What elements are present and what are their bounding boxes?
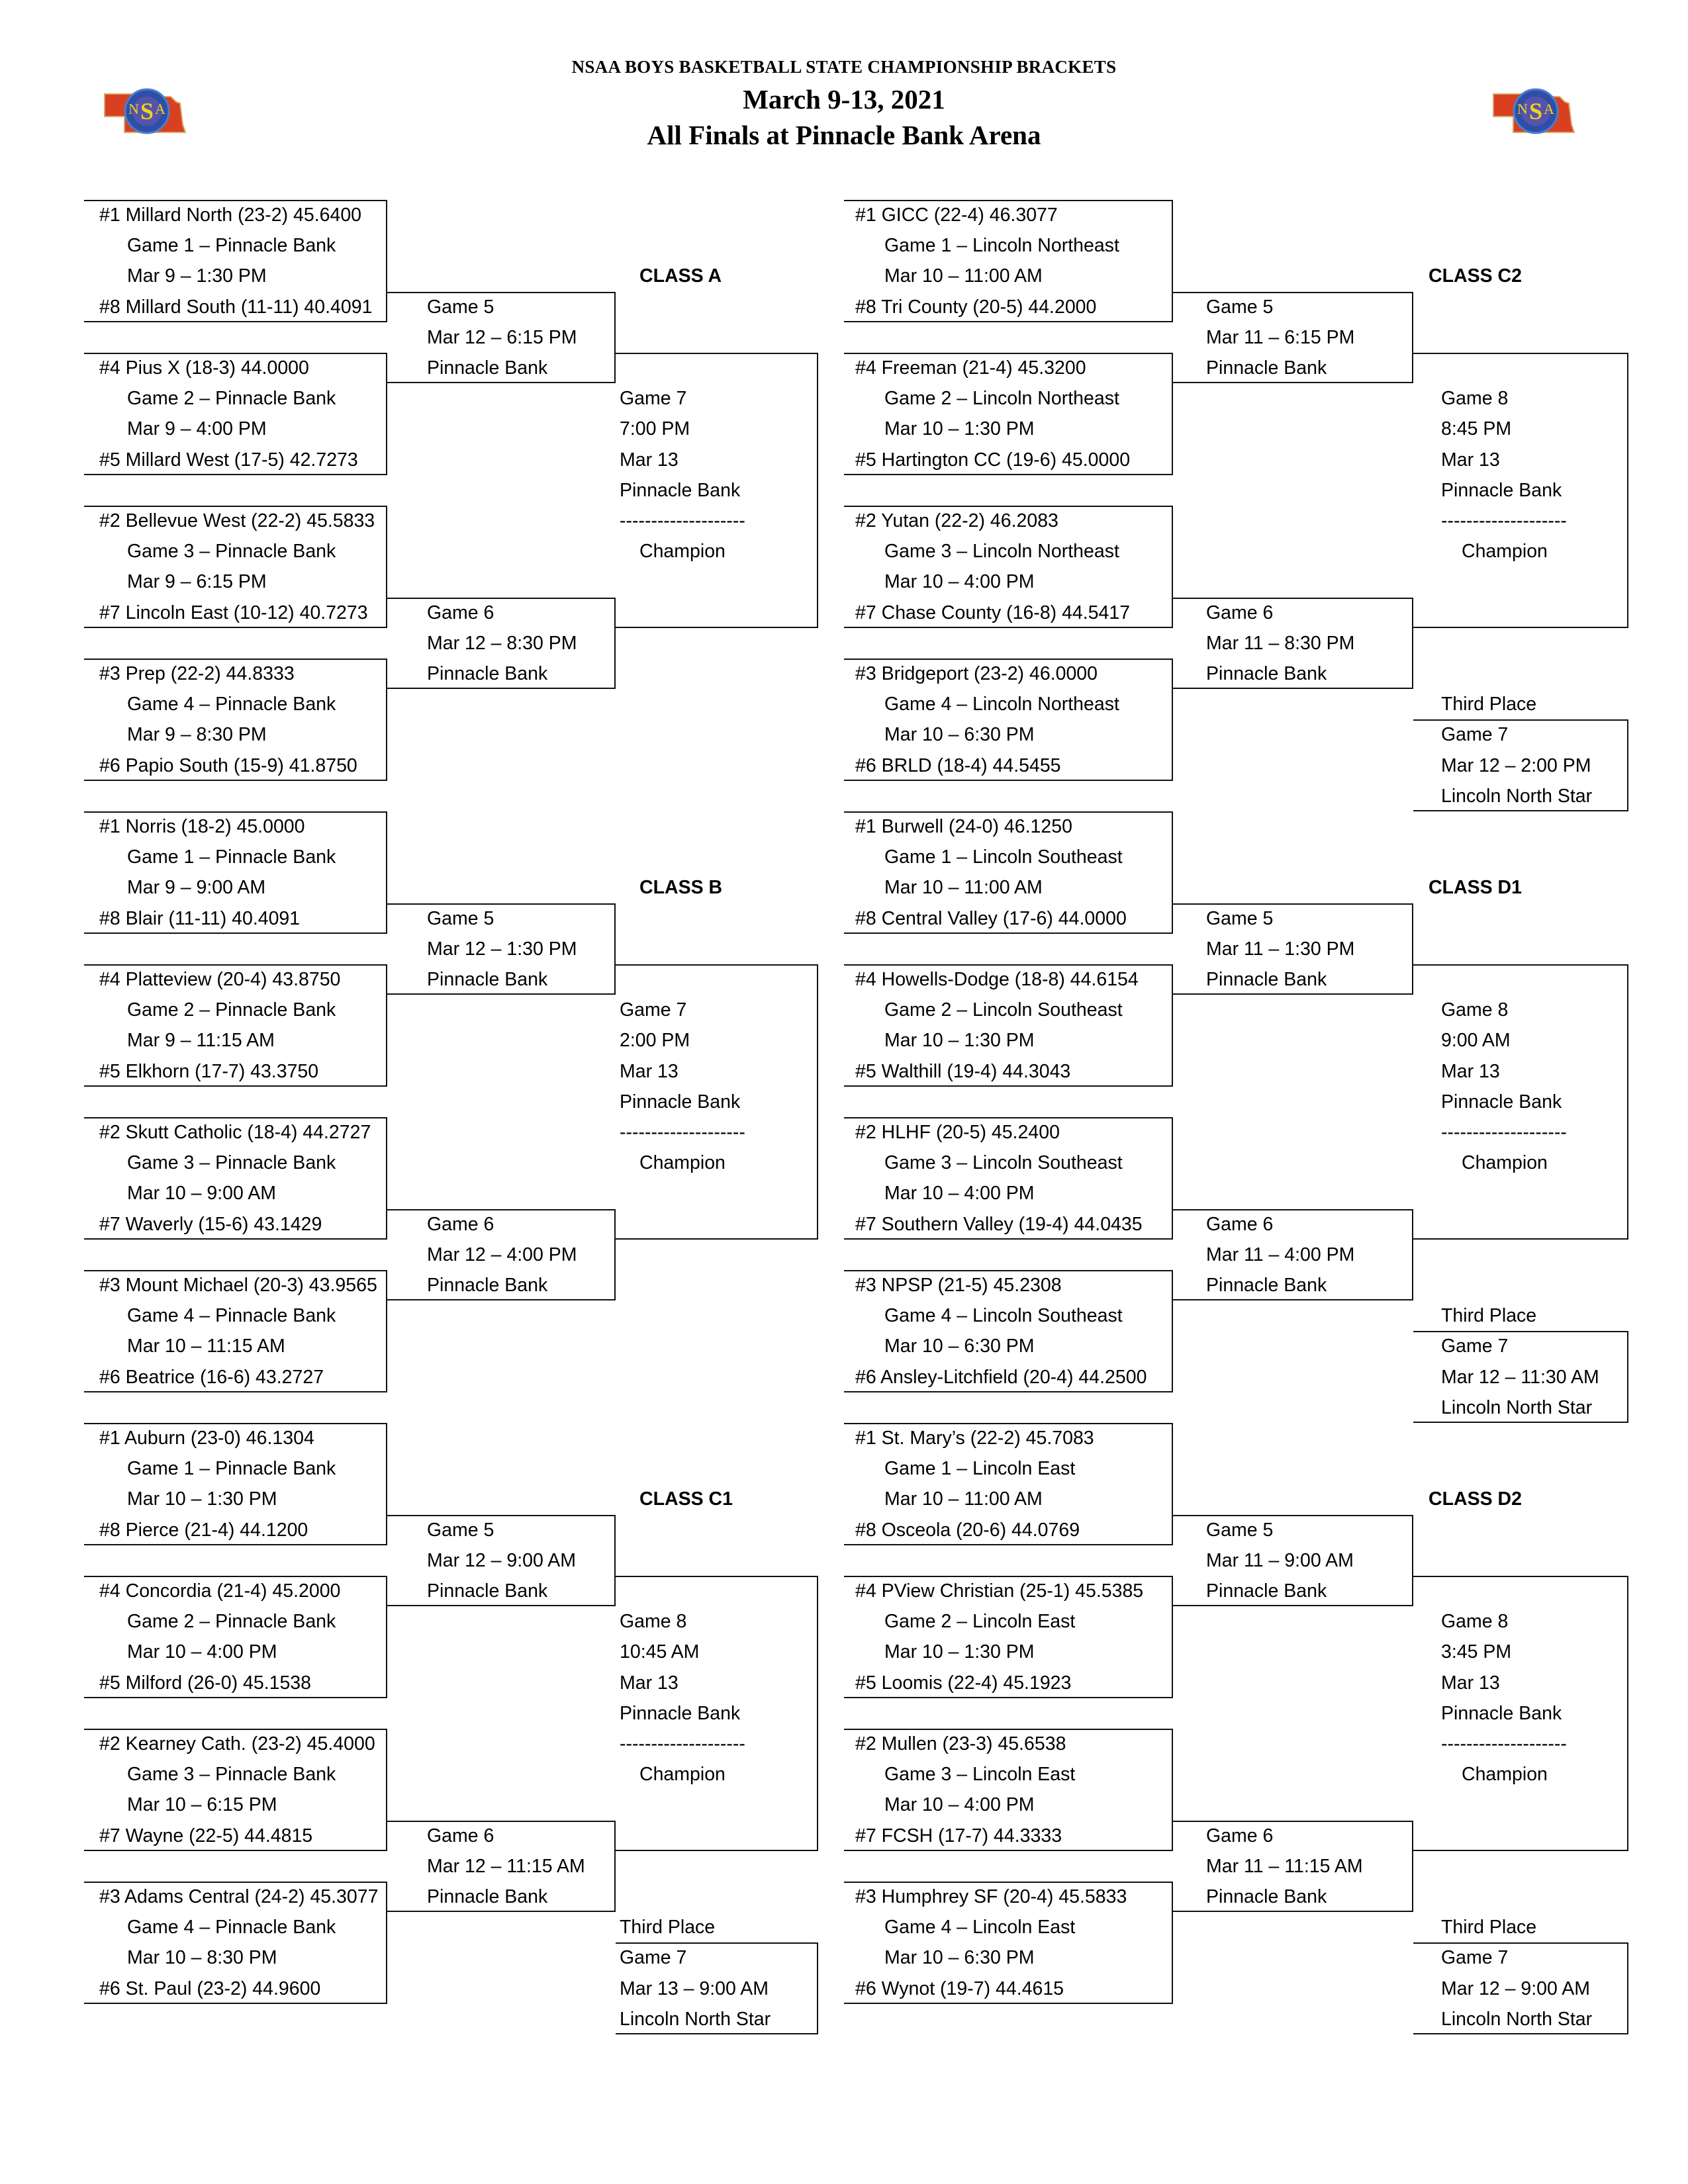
third-place-game: Game 7 (620, 1947, 687, 1969)
game-site: Game 2 – Pinnacle Bank (127, 1611, 336, 1633)
semifinal-site: Pinnacle Bank (1206, 1886, 1327, 1907)
game-site: Game 1 – Lincoln Southeast (884, 846, 1123, 868)
game-site: Game 4 – Lincoln East (884, 1917, 1076, 1938)
team-bottom: #5 Millard West (17-5) 42.7273 (99, 449, 358, 471)
semifinal-site: Pinnacle Bank (1206, 1580, 1327, 1602)
team-bottom: #8 Central Valley (17-6) 44.0000 (855, 907, 1127, 929)
team-top: #1 Millard North (23-2) 45.6400 (99, 205, 362, 226)
semifinal-time: Mar 11 – 11:15 AM (1206, 1855, 1363, 1877)
game-time: Mar 10 – 4:00 PM (884, 571, 1035, 593)
team-top: #1 Burwell (24-0) 46.1250 (855, 816, 1072, 837)
semifinal-time: Mar 12 – 11:15 AM (427, 1855, 585, 1877)
team-top: #3 NPSP (21-5) 45.2308 (855, 1275, 1062, 1296)
semifinal-site: Pinnacle Bank (1206, 357, 1327, 379)
team-bottom: #6 Ansley-Litchfield (20-4) 44.2500 (855, 1366, 1147, 1388)
game-time: Mar 10 – 8:30 PM (127, 1947, 277, 1969)
team-top: #4 Concordia (21-4) 45.2000 (99, 1580, 341, 1602)
game-site: Game 4 – Pinnacle Bank (127, 1305, 336, 1327)
team-bottom: #6 Wynot (19-7) 44.4615 (855, 1978, 1064, 1999)
game-site: Game 4 – Pinnacle Bank (127, 1917, 336, 1938)
champion-label: Champion (1462, 1152, 1548, 1174)
final-time: 9:00 AM (1441, 1030, 1511, 1052)
semifinal-site: Pinnacle Bank (427, 1886, 548, 1907)
game-site: Game 2 – Pinnacle Bank (127, 999, 336, 1021)
final-game: Game 8 (1441, 999, 1509, 1021)
semifinal-time: Mar 11 – 8:30 PM (1206, 632, 1355, 654)
semifinal-game: Game 6 (1206, 1825, 1274, 1846)
semifinal-game: Game 6 (427, 1825, 494, 1846)
team-top: #1 St. Mary’s (22-2) 45.7083 (855, 1428, 1094, 1449)
final-time: 10:45 AM (620, 1641, 700, 1663)
game-time: Mar 10 – 1:30 PM (884, 418, 1035, 440)
game-time: Mar 9 – 1:30 PM (127, 265, 267, 287)
class-label: CLASS A (639, 265, 722, 287)
game-time: Mar 9 – 6:15 PM (127, 571, 267, 593)
game-time: Mar 10 – 1:30 PM (884, 1030, 1035, 1052)
team-bottom: #8 Pierce (21-4) 44.1200 (99, 1519, 308, 1541)
nsaa-logo-icon (1491, 85, 1577, 136)
team-bottom: #5 Hartington CC (19-6) 45.0000 (855, 449, 1131, 471)
team-bottom: #5 Milford (26-0) 45.1538 (99, 1672, 312, 1694)
game-site: Game 4 – Lincoln Southeast (884, 1305, 1123, 1327)
game-time: Mar 10 – 11:15 AM (127, 1336, 285, 1357)
team-top: #3 Mount Michael (20-3) 43.9565 (99, 1275, 377, 1296)
game-site: Game 4 – Pinnacle Bank (127, 694, 336, 715)
team-bottom: #6 BRLD (18-4) 44.5455 (855, 754, 1061, 776)
team-bottom: #6 Papio South (15-9) 41.8750 (99, 754, 357, 776)
third-place-label: Third Place (620, 1917, 716, 1938)
third-place-time: Mar 13 – 9:00 AM (620, 1978, 769, 1999)
final-game: Game 8 (620, 1611, 687, 1633)
game-site: Game 2 – Lincoln East (884, 1611, 1076, 1633)
game-time: Mar 10 – 1:30 PM (127, 1488, 277, 1510)
semifinal-game: Game 5 (1206, 296, 1274, 318)
game-site: Game 1 – Pinnacle Bank (127, 235, 336, 257)
third-place-time: Mar 12 – 2:00 PM (1441, 754, 1591, 776)
third-place-game: Game 7 (1441, 1947, 1509, 1969)
semifinal-game: Game 6 (1206, 602, 1274, 623)
game-site: Game 3 – Pinnacle Bank (127, 1152, 336, 1174)
game-site: Game 3 – Lincoln Northeast (884, 541, 1119, 563)
game-site: Game 2 – Lincoln Northeast (884, 388, 1119, 410)
game-site: Game 1 – Lincoln Northeast (884, 235, 1119, 257)
final-site: Pinnacle Bank (620, 479, 741, 501)
final-site: Pinnacle Bank (620, 1091, 741, 1113)
semifinal-game: Game 5 (1206, 907, 1274, 929)
semifinal-time: Mar 12 – 9:00 AM (427, 1549, 576, 1571)
semifinal-time: Mar 11 – 1:30 PM (1206, 938, 1355, 960)
third-place-game: Game 7 (1441, 1336, 1509, 1357)
team-top: #4 Freeman (21-4) 45.3200 (855, 357, 1086, 379)
champion-label: Champion (639, 1152, 726, 1174)
game-site: Game 4 – Lincoln Northeast (884, 694, 1119, 715)
game-site: Game 2 – Lincoln Southeast (884, 999, 1123, 1021)
team-bottom: #7 Waverly (15-6) 43.1429 (99, 1213, 322, 1235)
header-dates: March 9-13, 2021 (743, 84, 945, 114)
game-time: Mar 9 – 11:15 AM (127, 1030, 275, 1052)
team-bottom: #6 St. Paul (23-2) 44.9600 (99, 1978, 321, 1999)
final-site: Pinnacle Bank (620, 1702, 741, 1724)
class-label: CLASS D2 (1429, 1488, 1522, 1510)
semifinal-time: Mar 11 – 9:00 AM (1206, 1549, 1354, 1571)
final-time: 8:45 PM (1441, 418, 1512, 440)
game-time: Mar 10 – 11:00 AM (884, 265, 1043, 287)
semifinal-site: Pinnacle Bank (427, 357, 548, 379)
semifinal-site: Pinnacle Bank (427, 1275, 548, 1296)
final-site: Pinnacle Bank (1441, 479, 1562, 501)
final-divider: -------------------- (620, 1122, 745, 1143)
team-bottom: #8 Millard South (11-11) 40.4091 (99, 296, 373, 318)
team-bottom: #8 Tri County (20-5) 44.2000 (855, 296, 1097, 318)
final-date: Mar 13 (620, 1672, 679, 1694)
game-site: Game 1 – Pinnacle Bank (127, 846, 336, 868)
svg-text:N: N (1517, 101, 1528, 117)
svg-text:A: A (155, 101, 165, 117)
team-top: #1 Norris (18-2) 45.0000 (99, 816, 305, 837)
final-game: Game 8 (1441, 388, 1509, 410)
team-top: #2 Kearney Cath. (23-2) 45.4000 (99, 1733, 375, 1754)
team-bottom: #7 Wayne (22-5) 44.4815 (99, 1825, 313, 1846)
team-top: #2 Mullen (23-3) 45.6538 (855, 1733, 1066, 1754)
game-time: Mar 10 – 11:00 AM (884, 1488, 1043, 1510)
svg-text:S: S (140, 98, 154, 124)
champion-label: Champion (1462, 541, 1548, 563)
team-bottom: #7 FCSH (17-7) 44.3333 (855, 1825, 1062, 1846)
class-label: CLASS B (639, 877, 723, 899)
class-label: CLASS D1 (1429, 877, 1522, 899)
team-bottom: #5 Elkhorn (17-7) 43.3750 (99, 1060, 319, 1082)
game-time: Mar 9 – 9:00 AM (127, 877, 266, 899)
third-place-label: Third Place (1441, 1305, 1537, 1327)
third-place-time: Mar 12 – 11:30 AM (1441, 1366, 1599, 1388)
champion-label: Champion (639, 1764, 726, 1786)
final-time: 3:45 PM (1441, 1641, 1512, 1663)
team-top: #2 Yutan (22-2) 46.2083 (855, 510, 1058, 531)
champion-label: Champion (1462, 1764, 1548, 1786)
final-game: Game 8 (1441, 1611, 1509, 1633)
game-time: Mar 10 – 9:00 AM (127, 1183, 276, 1205)
third-place-label: Third Place (1441, 694, 1537, 715)
game-site: Game 1 – Pinnacle Bank (127, 1458, 336, 1480)
game-time: Mar 10 – 4:00 PM (884, 1183, 1035, 1205)
team-bottom: #7 Chase County (16-8) 44.5417 (855, 602, 1131, 623)
team-bottom: #7 Southern Valley (19-4) 44.0435 (855, 1213, 1143, 1235)
final-divider: -------------------- (1441, 1733, 1567, 1754)
semifinal-time: Mar 12 – 4:00 PM (427, 1244, 577, 1265)
team-top: #3 Humphrey SF (20-4) 45.5833 (855, 1886, 1127, 1907)
game-time: Mar 10 – 1:30 PM (884, 1641, 1035, 1663)
svg-text:N: N (128, 101, 139, 117)
semifinal-site: Pinnacle Bank (1206, 1275, 1327, 1296)
game-time: Mar 10 – 6:15 PM (127, 1794, 277, 1816)
semifinal-site: Pinnacle Bank (1206, 663, 1327, 684)
semifinal-game: Game 5 (427, 907, 494, 929)
team-bottom: #6 Beatrice (16-6) 43.2727 (99, 1366, 324, 1388)
team-top: #3 Bridgeport (23-2) 46.0000 (855, 663, 1098, 684)
team-top: #1 Auburn (23-0) 46.1304 (99, 1428, 314, 1449)
game-site: Game 3 – Lincoln East (884, 1764, 1076, 1786)
team-top: #4 Howells-Dodge (18-8) 44.6154 (855, 969, 1139, 990)
semifinal-time: Mar 12 – 6:15 PM (427, 326, 577, 348)
game-time: Mar 9 – 4:00 PM (127, 418, 267, 440)
game-time: Mar 9 – 8:30 PM (127, 724, 267, 746)
final-game: Game 7 (620, 999, 687, 1021)
game-time: Mar 10 – 11:00 AM (884, 877, 1043, 899)
semifinal-time: Mar 11 – 6:15 PM (1206, 326, 1355, 348)
svg-text:S: S (1528, 98, 1543, 124)
final-divider: -------------------- (1441, 1122, 1567, 1143)
semifinal-site: Pinnacle Bank (1206, 969, 1327, 990)
semifinal-game: Game 6 (427, 1213, 494, 1235)
game-time: Mar 10 – 6:30 PM (884, 1336, 1035, 1357)
semifinal-game: Game 5 (427, 296, 494, 318)
final-divider: -------------------- (1441, 510, 1567, 531)
team-top: #2 Bellevue West (22-2) 45.5833 (99, 510, 375, 531)
team-bottom: #8 Osceola (20-6) 44.0769 (855, 1519, 1080, 1541)
svg-text:A: A (1544, 101, 1554, 117)
team-top: #1 GICC (22-4) 46.3077 (855, 205, 1058, 226)
third-place-game: Game 7 (1441, 724, 1509, 746)
team-bottom: #5 Loomis (22-4) 45.1923 (855, 1672, 1072, 1694)
game-site: Game 3 – Lincoln Southeast (884, 1152, 1123, 1174)
semifinal-time: Mar 12 – 8:30 PM (427, 632, 577, 654)
team-top: #4 PView Christian (25-1) 45.5385 (855, 1580, 1144, 1602)
game-time: Mar 10 – 6:30 PM (884, 724, 1035, 746)
final-date: Mar 13 (1441, 1672, 1500, 1694)
final-site: Pinnacle Bank (1441, 1702, 1562, 1724)
game-site: Game 3 – Pinnacle Bank (127, 541, 336, 563)
team-top: #4 Platteview (20-4) 43.8750 (99, 969, 341, 990)
team-bottom: #5 Walthill (19-4) 44.3043 (855, 1060, 1071, 1082)
semifinal-site: Pinnacle Bank (427, 663, 548, 684)
semifinal-time: Mar 11 – 4:00 PM (1206, 1244, 1355, 1265)
semifinal-game: Game 5 (1206, 1519, 1274, 1541)
final-date: Mar 13 (620, 449, 679, 471)
team-top: #3 Prep (22-2) 44.8333 (99, 663, 295, 684)
team-top: #2 Skutt Catholic (18-4) 44.2727 (99, 1122, 371, 1143)
game-time: Mar 10 – 4:00 PM (884, 1794, 1035, 1816)
semifinal-site: Pinnacle Bank (427, 969, 548, 990)
third-place-site: Lincoln North Star (620, 2008, 771, 2030)
game-time: Mar 10 – 6:30 PM (884, 1947, 1035, 1969)
header-venue: All Finals at Pinnacle Bank Arena (647, 120, 1041, 150)
nsaa-logo-icon (102, 85, 188, 136)
third-place-site: Lincoln North Star (1441, 2008, 1593, 2030)
team-bottom: #8 Blair (11-11) 40.4091 (99, 907, 301, 929)
semifinal-game: Game 6 (427, 602, 494, 623)
third-place-site: Lincoln North Star (1441, 1396, 1593, 1418)
final-game: Game 7 (620, 388, 687, 410)
class-label: CLASS C2 (1429, 265, 1522, 287)
team-top: #3 Adams Central (24-2) 45.3077 (99, 1886, 379, 1907)
final-time: 7:00 PM (620, 418, 690, 440)
semifinal-site: Pinnacle Bank (427, 1580, 548, 1602)
final-date: Mar 13 (1441, 449, 1500, 471)
semifinal-game: Game 5 (427, 1519, 494, 1541)
game-site: Game 1 – Lincoln East (884, 1458, 1076, 1480)
final-site: Pinnacle Bank (1441, 1091, 1562, 1113)
final-divider: -------------------- (620, 510, 745, 531)
third-place-label: Third Place (1441, 1917, 1537, 1938)
semifinal-game: Game 6 (1206, 1213, 1274, 1235)
final-date: Mar 13 (1441, 1060, 1500, 1082)
final-divider: -------------------- (620, 1733, 745, 1754)
champion-label: Champion (639, 541, 726, 563)
class-label: CLASS C1 (639, 1488, 733, 1510)
game-site: Game 2 – Pinnacle Bank (127, 388, 336, 410)
game-site: Game 3 – Pinnacle Bank (127, 1764, 336, 1786)
final-time: 2:00 PM (620, 1030, 690, 1052)
header-title: NSAA BOYS BASKETBALL STATE CHAMPIONSHIP BRACKETS (571, 57, 1117, 77)
game-time: Mar 10 – 4:00 PM (127, 1641, 277, 1663)
semifinal-time: Mar 12 – 1:30 PM (427, 938, 577, 960)
third-place-site: Lincoln North Star (1441, 785, 1593, 807)
team-top: #4 Pius X (18-3) 44.0000 (99, 357, 309, 379)
final-date: Mar 13 (620, 1060, 679, 1082)
team-bottom: #7 Lincoln East (10-12) 40.7273 (99, 602, 368, 623)
team-top: #2 HLHF (20-5) 45.2400 (855, 1122, 1060, 1143)
third-place-time: Mar 12 – 9:00 AM (1441, 1978, 1590, 1999)
